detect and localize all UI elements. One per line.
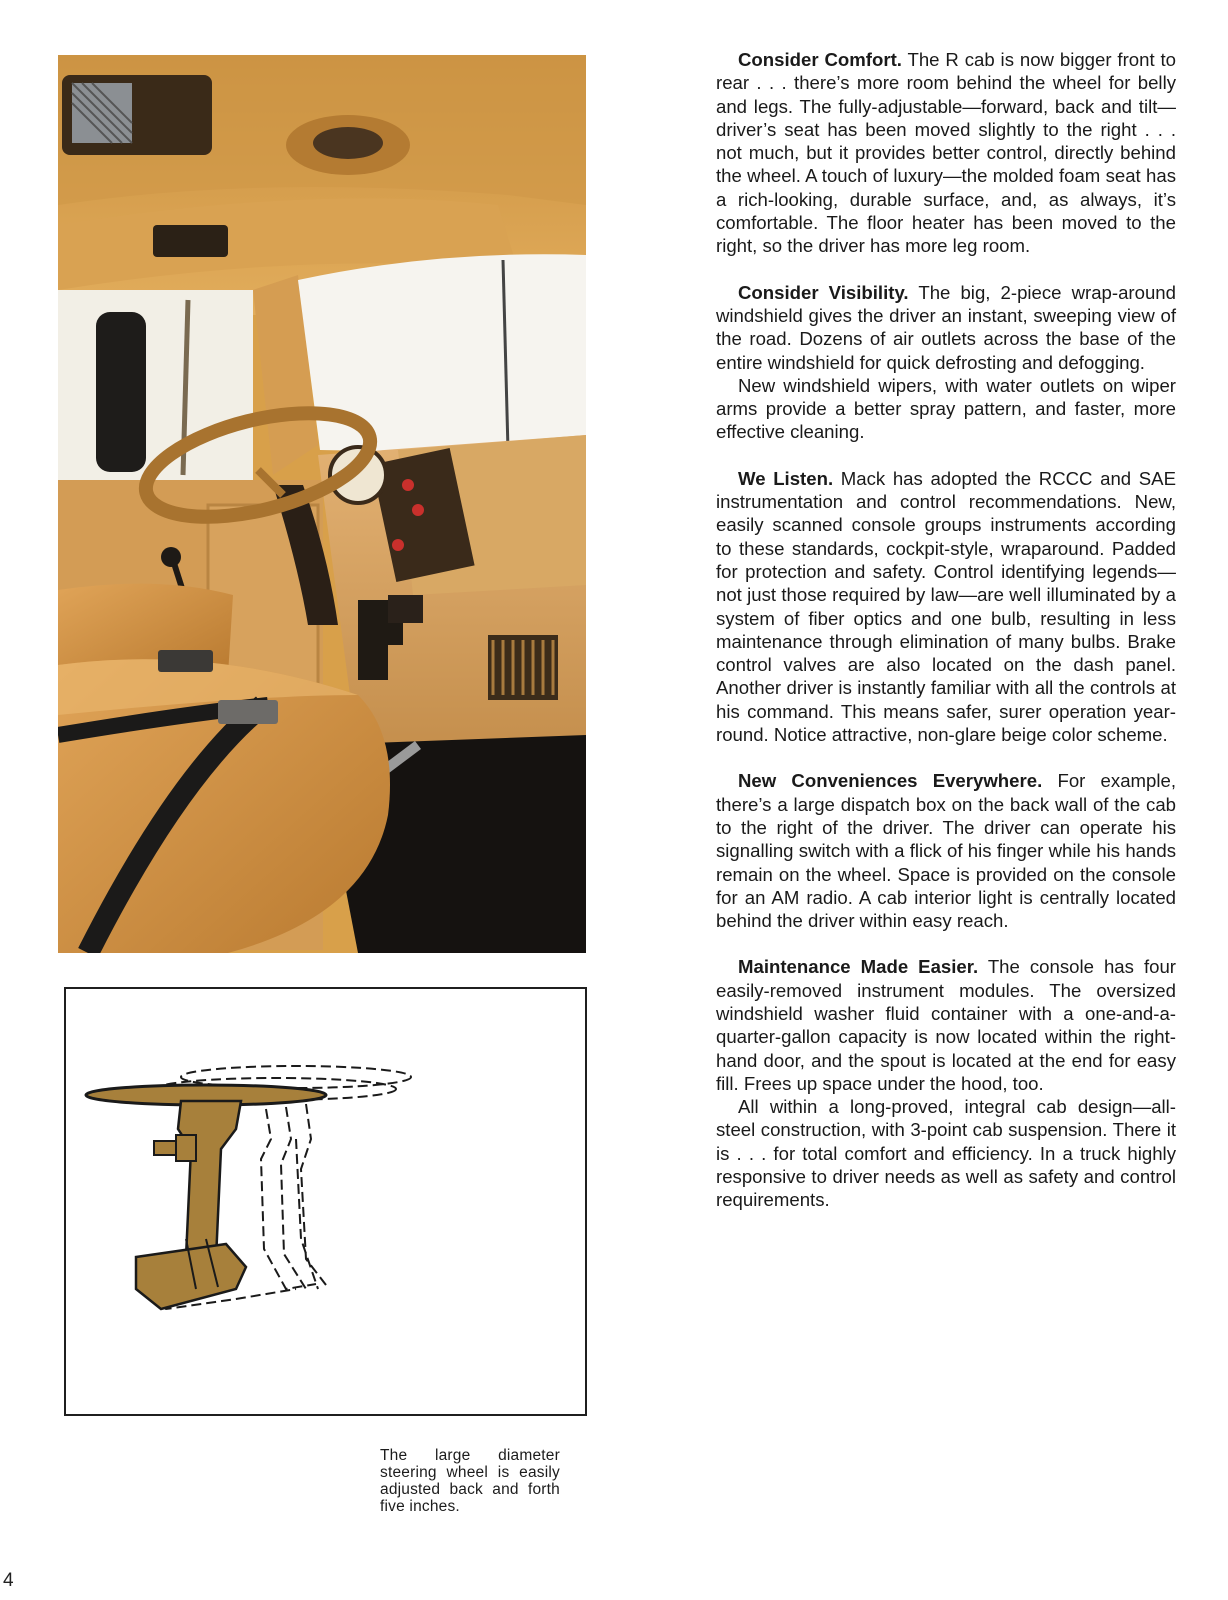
body-text-column: [716, 48, 1176, 1212]
section-heading: Maintenance Made Easier.: [738, 956, 979, 978]
section-body: For example, there’s a large dispatch box on the back wall of the cab to the right of the driver. The driver can operate his signalling switch with a flick of his finger while his hands remain on the wheel. Space is provided on the console for an AM radio. A cab interior light is centrally located behind the driver within easy reach.: [716, 770, 1176, 932]
section-visibility: [716, 281, 1176, 374]
section-paragraph: All within a long-proved, integral cab design—all-steel construction, with 3-point cab suspension. There it is . . . for total comfort and efficiency. In a truck highly responsive to driver needs as well as safety and control requirements.: [716, 1096, 1176, 1211]
section-comfort: [716, 48, 1176, 258]
section-heading: New Conveniences Everywhere.: [738, 770, 1043, 792]
section-heading: Consider Comfort.: [738, 49, 902, 70]
section-paragraph: New windshield wipers, with water outlets on wiper arms provide a better spray pattern, and faster, more effective cleaning.: [716, 374, 1176, 443]
section-body: Mack has adopted the RCCC and SAE instrumentation and control recommendations. New, easily scanned console groups instruments according to these standards, cockpit-style, wraparound. Padded for protection and safety. Control identifying legends—not just those required by law—are well illuminated by a system of fiber optics and one bulb, resulting in less maintenance through elimination of many bulbs. Brake control valves are also located on the dash panel. Another driver is instantly familiar with all the controls at his command. This means safer, surer operation year-round. Notice attractive, non-glare beige color scheme.: [716, 467, 1176, 746]
diagram-caption: The large diameter steering wheel is easily adjusted back and forth five inches.: [380, 1447, 560, 1515]
section-maintenance: [716, 955, 1176, 1095]
section-body: The console has four easily-removed instrument modules. The oversized windshield washer fluid container with a one-and-a-quarter-gallon capacity is now located within the right-hand door, and the spout is located at the end for easy fill. Frees up space under the hood, too.: [716, 956, 1176, 1094]
section-heading: Consider Visibility.: [738, 281, 909, 303]
section-we-listen: [716, 467, 1176, 747]
section-conveniences: [716, 769, 1176, 932]
page-number: 4: [3, 1570, 14, 1591]
section-body: The R cab is now bigger front to rear . . . there’s more room behind the wheel for belly and legs. The fully-adjustable—forward, back and tilt—driver’s seat has been moved slightly to the right . . . not much, but it provides better control, directly behind the wheel. A touch of luxury—the molded foam seat has a rich-looking, durable surface, and, as always, it’s comfortable. The floor heater has been moved to the right, so the driver has more leg room.: [716, 49, 1176, 257]
section-body: The big, 2-piece wrap-around windshield gives the driver an instant, sweeping view of the road. Dozens of air outlets across the base of the entire windshield for quick defrosting and defogging.: [716, 281, 1176, 373]
steering-wheel-diagram: [64, 987, 587, 1515]
cab-interior-photo: [58, 55, 586, 953]
section-heading: We Listen.: [738, 467, 834, 489]
